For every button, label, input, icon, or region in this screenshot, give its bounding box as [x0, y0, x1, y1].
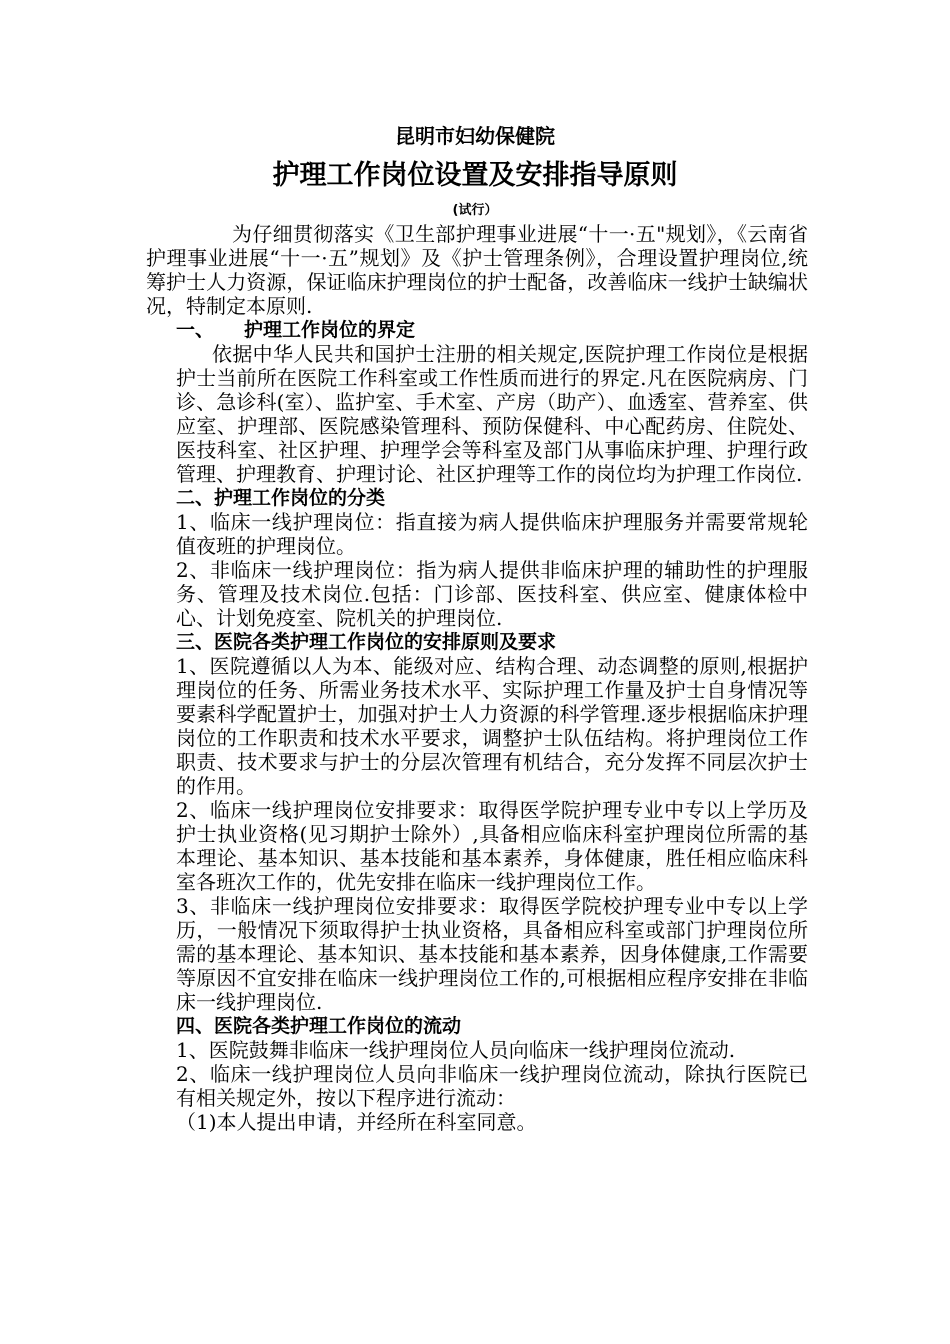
- organization-name: 昆明市妇幼保健院: [395, 124, 555, 148]
- section-3-item-2: 2、临床一线护理岗位安排要求：取得医学院护理专业中专以上学历及护士执业资格(见习期护士除外）,具备相应临床科室护理岗位所需的基本理论、基本知识、基本技能和基本素养，身体健康，胜任相应临床科室各班次工作的，优先安排在临床一线护理岗位工作。: [176, 798, 808, 894]
- section-2-heading: 二、护理工作岗位的分类: [176, 487, 386, 509]
- section-4-item-1: 1、医院鼓舞非临床一线护理岗位人员向临床一线护理岗位流动.: [176, 1038, 736, 1062]
- document-body: [146, 222, 808, 1134]
- document-subtitle: (试行）: [452, 203, 498, 218]
- section-3-item-1: 1、医院遵循以人为本、能级对应、结构合理、动态调整的原则,根据护理岗位的任务、所需业务技术水平、实际护理工作量及护士自身情况等要素科学配置护士，加强对护士人力资源的科学管理.逐步根据临床护理岗位的工作职责和技术水平要求，调整护士队伍结构。将护理岗位工作职责、技术要求与护士的分层次管理有机结合，充分发挥不同层次护士的作用。: [176, 654, 808, 798]
- intro-paragraph: 为仔细贯彻落实《卫生部护理事业进展“十一·五"规划》，《云南省护理事业进展“十一·五”规划》及《护士管理条例》，合理设置护理岗位,统筹护士人力资源，保证临床护理岗位的护士配备，改善临床一线护士缺编状况，特制定本原则.: [146, 222, 808, 318]
- document-title: 护理工作岗位设置及安排指导原则: [272, 160, 678, 191]
- section-1-title: 护理工作岗位的界定: [244, 319, 416, 341]
- section-4-heading: 四、医院各类护理工作岗位的流动: [176, 1015, 462, 1037]
- section-4-subitem-1: （1)本人提出申请，并经所在科室同意。: [176, 1110, 537, 1134]
- section-3-item-3: 3、非临床一线护理岗位安排要求：取得医学院校护理专业中专以上学历，一般情况下须取得护士执业资格，具备相应科室或部门护理岗位所需的基本理论、基本知识、基本技能和基本素养，因身体健康,工作需要等原因不宜安排在临床一线护理岗位工作的,可根据相应程序安排在非临床一线护理岗位.: [176, 894, 808, 1014]
- section-1-number: 一、: [176, 319, 215, 341]
- section-2-item-1: 1、临床一线护理岗位：指直接为病人提供临床护理服务并需要常规轮值夜班的护理岗位。: [176, 510, 808, 558]
- section-3-heading: 三、医院各类护理工作岗位的安排原则及要求: [176, 631, 557, 653]
- section-4-item-2: 2、临床一线护理岗位人员向非临床一线护理岗位流动，除执行医院已有相关规定外，按以下程序进行流动：: [176, 1062, 808, 1110]
- section-1-heading: [146, 318, 808, 342]
- section-2-item-2: 2、非临床一线护理岗位：指为病人提供非临床护理的辅助性的护理服务、管理及技术岗位.包括：门诊部、医技科室、供应室、健康体检中心、计划免疫室、院机关的护理岗位.: [176, 558, 808, 630]
- section-1-paragraph: 依据中华人民共和国护士注册的相关规定,医院护理工作岗位是根据护士当前所在医院工作科室或工作性质而进行的界定.凡在医院病房、门诊、急诊科(室）、监护室、手术室、产房（助产）、血透室、营养室、供应室、护理部、医院感染管理科、预防保健科、中心配药房、住院处、医技科室、社区护理、护理学会等科室及部门从事临床护理、护理行政管理、护理教育、护理讨论、社区护理等工作的岗位均为护理工作岗位.: [176, 342, 808, 486]
